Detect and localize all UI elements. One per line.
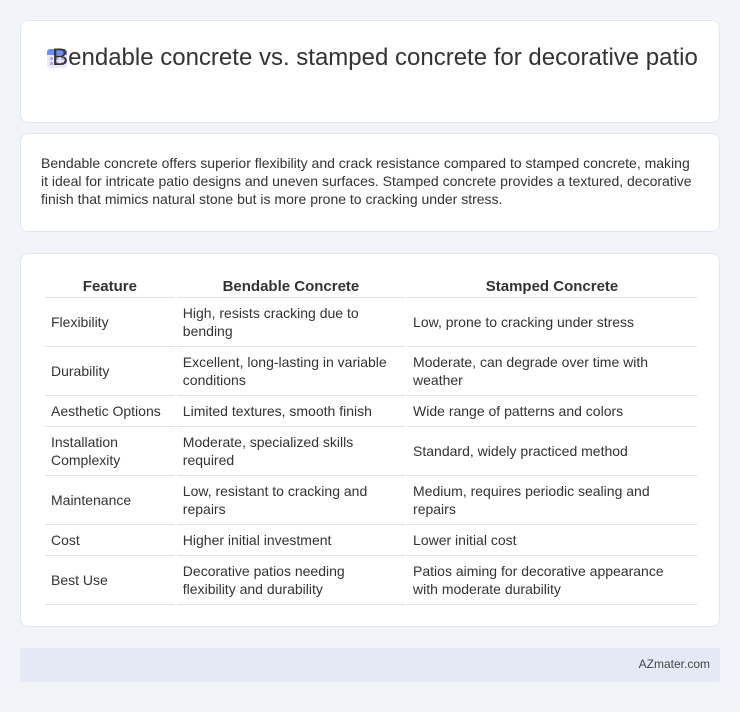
cell-feature: Cost	[45, 525, 175, 556]
header-stamped: Stamped Concrete	[407, 276, 697, 298]
cell-bendable: Moderate, specialized skills required	[177, 427, 405, 476]
cell-stamped: Low, prone to cracking under stress	[407, 298, 697, 347]
cell-feature: Durability	[45, 347, 175, 396]
source-label: AZmater.com	[638, 657, 710, 671]
table-row	[45, 298, 697, 347]
cell-bendable: Decorative patios needing flexibility and durability	[177, 556, 405, 605]
cell-bendable: Higher initial investment	[177, 525, 405, 556]
table-row	[45, 525, 697, 556]
summary-card	[20, 133, 720, 232]
cell-feature: Installation Complexity	[45, 427, 175, 476]
cell-feature: Best Use	[45, 556, 175, 605]
cell-stamped: Standard, widely practiced method	[407, 427, 697, 476]
footer-bar	[20, 648, 720, 682]
cell-stamped: Patios aiming for decorative appearance with moderate durability	[407, 556, 697, 605]
cell-bendable: Low, resistant to cracking and repairs	[177, 476, 405, 525]
comparison-card	[20, 253, 720, 627]
header-feature: Feature	[45, 276, 175, 298]
table-row	[45, 396, 697, 427]
table-row	[45, 347, 697, 396]
header-bendable: Bendable Concrete	[177, 276, 405, 298]
page-title: Bendable concrete vs. stamped concrete for decorative patio	[52, 44, 698, 71]
table-row	[45, 476, 697, 525]
cell-bendable: High, resists cracking due to bending	[177, 298, 405, 347]
table-row	[45, 427, 697, 476]
cell-feature: Flexibility	[45, 298, 175, 347]
cell-feature: Aesthetic Options	[45, 396, 175, 427]
comparison-table	[43, 276, 699, 605]
table-header-row	[45, 276, 697, 298]
cell-stamped: Wide range of patterns and colors	[407, 396, 697, 427]
cell-feature: Maintenance	[45, 476, 175, 525]
table-row	[45, 556, 697, 605]
summary-text: Bendable concrete offers superior flexibility and crack resistance compared to stamped concrete, making it ideal for intricate patio designs and uneven surfaces. Stamped concrete provides a textured, decorative finish that mimics natural stone but is more prone to cracking under stress.	[41, 155, 692, 207]
cell-stamped: Lower initial cost	[407, 525, 697, 556]
cell-bendable: Excellent, long-lasting in variable conditions	[177, 347, 405, 396]
cell-bendable: Limited textures, smooth finish	[177, 396, 405, 427]
cell-stamped: Medium, requires periodic sealing and repairs	[407, 476, 697, 525]
title-card	[20, 20, 720, 123]
cell-stamped: Moderate, can degrade over time with weather	[407, 347, 697, 396]
